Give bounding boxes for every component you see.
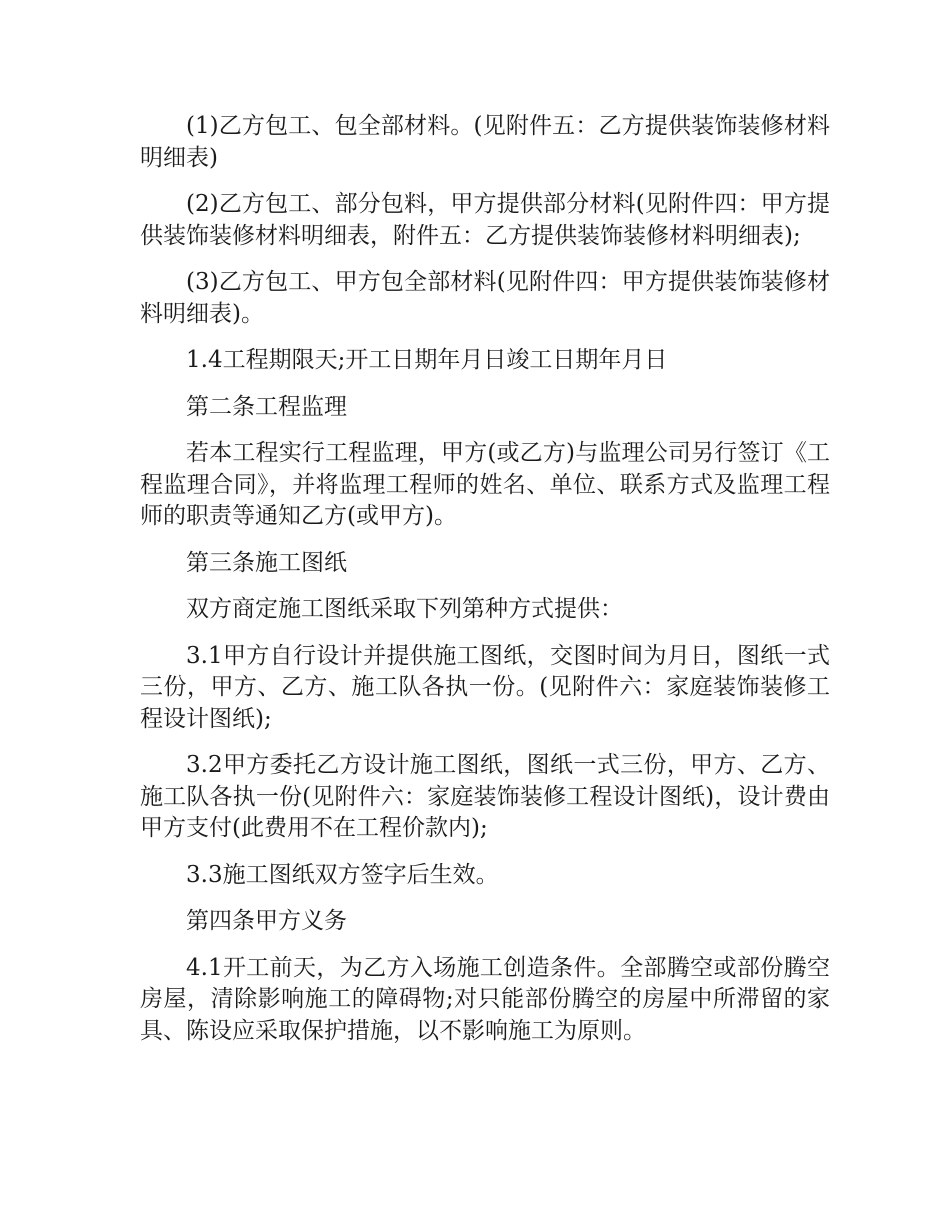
paragraph-option-3: (3)乙方包工、甲方包全部材料(见附件四：甲方提供装饰装修材料明细表)。 — [140, 269, 830, 327]
paragraph-clause-4-1: 4.1开工前天，为乙方入场施工创造条件。全部腾空或部份腾空房屋，清除影响施工的障碍物;对只能部份腾空的房屋中所滞留的家具、陈设应采取保护措施，以不影响施工为原则。 — [140, 954, 830, 1044]
paragraph-clause-3-1: 3.1甲方自行设计并提供施工图纸，交图时间为月日，图纸一式三份，甲方、乙方、施工队各执一份。(见附件六：家庭装饰装修工程设计图纸); — [140, 642, 830, 732]
paragraph-clause-1-4: 1.4工程期限天;开工日期年月日竣工日期年月日 — [186, 347, 668, 373]
paragraph-option-2: (2)乙方包工、部分包料，甲方提供部分材料(见附件四：甲方提供装饰装修材料明细表，附件五：乙方提供装饰装修材料明细表); — [140, 191, 830, 249]
paragraph-option-1: (1)乙方包工、包全部材料。(见附件五：乙方提供装饰装修材料明细表) — [140, 113, 830, 171]
section-heading-article-4: 第四条甲方义务 — [186, 908, 347, 934]
paragraph-supervision: 若本工程实行工程监理，甲方(或乙方)与监理公司另行签订《工程监理合同》，并将监理工程师的姓名、单位、联系方式及监理工程师的职责等通知乙方(或甲方)。 — [140, 440, 830, 529]
document-body — [140, 111, 830, 1062]
paragraph-clause-3-3: 3.3施工图纸双方签字后生效。 — [186, 861, 499, 888]
paragraph-drawing-methods: 双方商定施工图纸采取下列第种方式提供： — [186, 596, 623, 622]
section-heading-article-2: 第二条工程监理 — [186, 393, 347, 420]
paragraph-clause-3-2: 3.2甲方委托乙方设计施工图纸，图纸一式三份，甲方、乙方、施工队各执一份(见附件六：家庭装饰装修工程设计图纸)，设计费由甲方支付(此费用不在工程价款内); — [140, 752, 830, 841]
section-heading-article-3: 第三条施工图纸 — [186, 549, 347, 576]
